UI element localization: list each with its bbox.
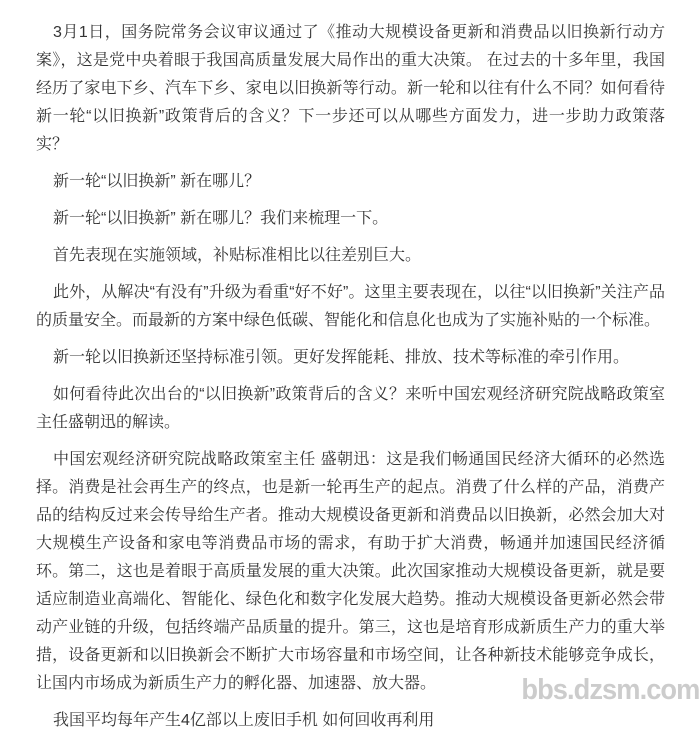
article-paragraph-expert-quote: 中国宏观经济研究院战略政策室主任 盛朝迅：这是我们畅通国民经济大循环的必然选择。消费是社会再生产的终点，也是新一轮再生产的起点。消费了什么样的产品，消费产品的结构反过来会传导给生产者。推动大规模设备更新和消费品以旧换新，必然会加大对大规模生产设备和家电等消费品市场的需求，有助于扩大消费，畅通并加速国民经济循环。第二，这也是着眼于高质量发展的重大决策。此次国家推动大规模设备更新，就是要适应制造业高端化、智能化、绿色化和数字化发展大趋势。推动大规模设备更新必然会带动产业链的升级，包括终端产品质量的提升。第三，这也是培育形成新质生产力的重大举措，设备更新和以旧换新会不断扩大市场容量和市场空间，让各种新技术能够竞争成长，让国内市场成为新质生产力的孵化器、加速器、放大器。	[36, 451, 665, 692]
article-paragraph-expert-intro: 如何看待此次出台的“以旧换新”政策背后的含义？来听中国宏观经济研究院战略政策室主任盛朝迅的解读。	[36, 386, 665, 431]
article-paragraph-point-1: 首先表现在实施领域，补贴标准相比以往差别巨大。	[53, 247, 422, 264]
article-paragraph-next-topic: 我国平均每年产生4亿部以上废旧手机 如何回收再利用	[53, 712, 435, 729]
article-paragraph-intro: 3月1日，国务院常务会议审议通过了《推动大规模设备更新和消费品以旧换新行动方案》，这是党中央着眼于我国高质量发展大局作出的重大决策。 在过去的十多年里，我国经历了家电下乡、汽车下乡、家电以旧换新等行动。新一轮和以往有什么不同？如何看待新一轮“以旧换新”政策背后的含义？下一步还可以从哪些方面发力，进一步助力政策落实？	[36, 24, 665, 153]
article-paragraph-lead: 新一轮“以旧换新” 新在哪儿？我们来梳理一下。	[53, 210, 389, 227]
watermark-text: bbs.dzsm.com	[520, 674, 699, 706]
article-paragraph-point-2: 此外，从解决“有没有”升级为看重“好不好”。这里主要表现在，以往“以旧换新”关注产品的质量安全。而最新的方案中绿色低碳、智能化和信息化也成为了实施补贴的一个标准。	[36, 284, 665, 329]
article-paragraph-point-3: 新一轮以旧换新还坚持标准引领。更好发挥能耗、排放、技术等标准的牵引作用。	[53, 349, 630, 366]
article-paragraph-heading-question: 新一轮“以旧换新” 新在哪儿？	[53, 173, 261, 190]
